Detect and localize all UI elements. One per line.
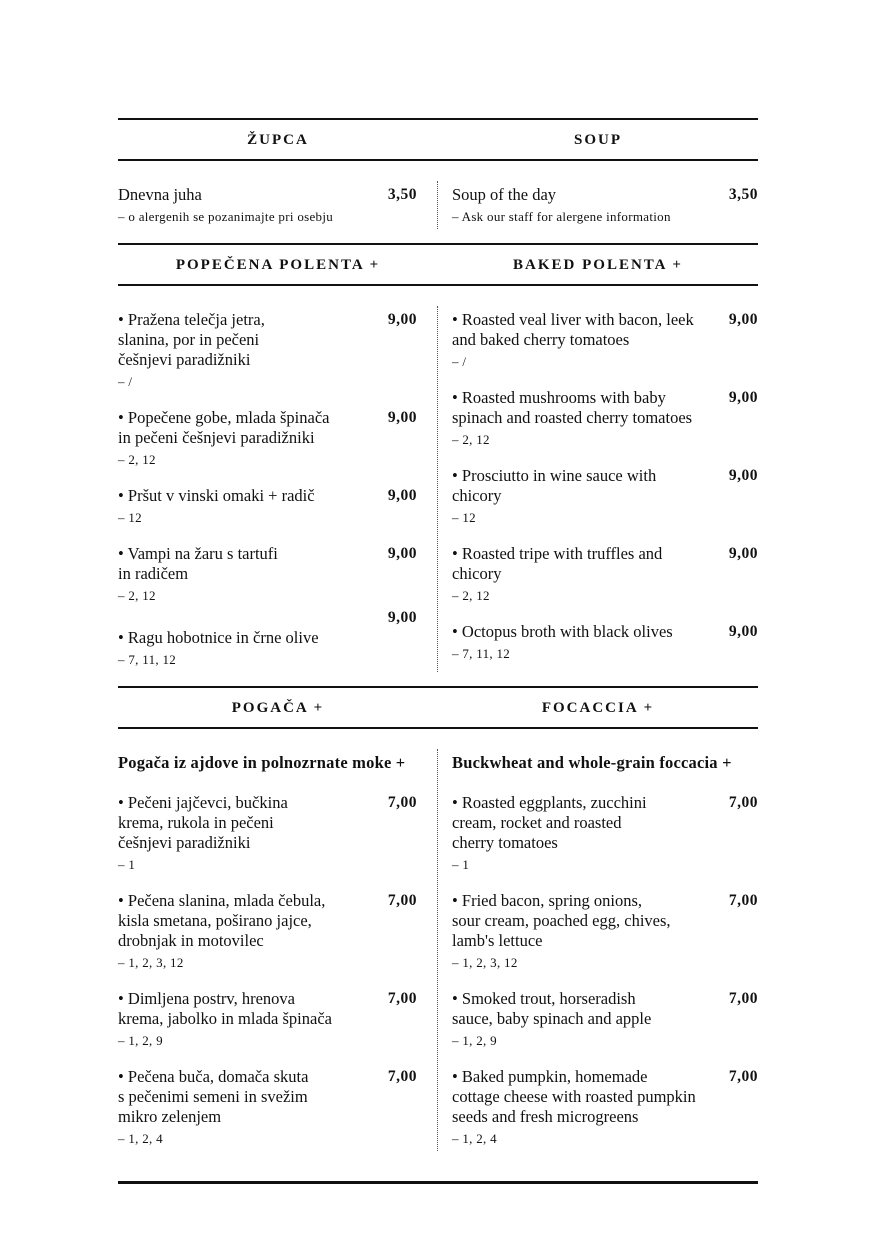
- item-name: [452, 544, 758, 584]
- item-name-line: Dnevna juha: [118, 185, 202, 204]
- item-name: [118, 1067, 417, 1127]
- menu-item: [452, 388, 758, 448]
- item-name-line: kisla smetana, poširano jajce,: [118, 911, 312, 930]
- item-row: [452, 891, 758, 951]
- allergen-note: – 2, 12: [118, 588, 156, 603]
- item-name: [118, 628, 417, 648]
- item-row: [452, 989, 758, 1029]
- menu-sections-container: [118, 118, 758, 1165]
- allergen-note: – o alergenih se pozanimajte pri osebju: [118, 209, 334, 224]
- item-price: 9,00: [387, 487, 417, 504]
- allergen-note: – 1, 2, 3, 12: [118, 955, 184, 970]
- menu-item: [452, 989, 758, 1049]
- column-slovenian: [118, 286, 437, 686]
- item-price: 9,00: [728, 311, 758, 328]
- menu-item: [118, 793, 417, 873]
- section-title-en: FOCACCIA +: [541, 700, 655, 716]
- menu-section-soup: [118, 118, 758, 243]
- item-name: [452, 622, 758, 642]
- item-name-line: češnjevi paradižniki: [118, 833, 251, 852]
- allergen-note: – 2, 12: [452, 588, 490, 603]
- item-name-line: • Pečena buča, domača skuta: [118, 1067, 309, 1086]
- item-name-line: krema, rukola in pečeni: [118, 813, 274, 832]
- item-price: 9,00: [728, 545, 758, 562]
- item-price: 7,00: [728, 794, 758, 811]
- item-name-line: krema, jabolko in mlada špinača: [118, 1009, 332, 1028]
- bottom-rule: [118, 1181, 758, 1184]
- item-name-line: • Dimljena postrv, hrenova: [118, 989, 295, 1008]
- allergen-note: – 7, 11, 12: [118, 652, 177, 667]
- item-name-line: • Baked pumpkin, homemade: [452, 1067, 648, 1086]
- item-name: [118, 793, 417, 853]
- item-name-line: sauce, baby spinach and apple: [452, 1009, 652, 1028]
- allergen-note: – 12: [118, 510, 142, 525]
- column-subheading: Buckwheat and whole-grain foccacia +: [452, 753, 732, 772]
- item-name: [452, 989, 758, 1029]
- item-name-line: • Pršut v vinski omaki + radič: [118, 486, 315, 505]
- item-row: [452, 388, 758, 428]
- menu-item: [118, 185, 417, 225]
- allergen-note: – 7, 11, 12: [452, 646, 511, 661]
- section-header: [118, 243, 758, 286]
- section-header: [118, 686, 758, 729]
- item-name-line: sour cream, poached egg, chives,: [452, 911, 671, 930]
- item-price: 3,50: [728, 186, 758, 203]
- item-name-line: chicory: [452, 564, 502, 583]
- item-name-line: • Popečene gobe, mlada špinača: [118, 408, 330, 427]
- item-price: 9,00: [387, 545, 417, 562]
- item-name-line: • Pražena telečja jetra,: [118, 310, 265, 329]
- allergen-note: – 1, 2, 3, 12: [452, 955, 518, 970]
- item-price: 9,00: [387, 609, 417, 626]
- item-row: [452, 622, 758, 642]
- item-price: 9,00: [728, 623, 758, 640]
- item-name-line: • Pečeni jajčevci, bučkina: [118, 793, 288, 812]
- item-price: 7,00: [387, 892, 417, 909]
- section-title-en: BAKED POLENTA +: [513, 257, 683, 273]
- item-row: [452, 466, 758, 506]
- item-name-line: drobnjak in motovilec: [118, 931, 264, 950]
- section-title-sl: POPEČENA POLENTA +: [175, 257, 381, 273]
- item-row: [118, 628, 417, 648]
- menu-section-polenta: [118, 243, 758, 686]
- standalone-price-row: [118, 608, 417, 628]
- menu-item: [452, 793, 758, 873]
- item-row: [452, 310, 758, 350]
- section-title-sl: ŽUPCA: [247, 132, 309, 148]
- item-row: [118, 408, 417, 448]
- item-price: 7,00: [387, 1068, 417, 1085]
- item-row: [118, 891, 417, 951]
- item-name: [118, 310, 417, 370]
- item-row: [118, 486, 417, 506]
- allergen-note: – 1, 2, 4: [118, 1131, 163, 1146]
- item-row: [118, 544, 417, 584]
- column-slovenian: [118, 729, 437, 1165]
- item-price: 9,00: [728, 467, 758, 484]
- item-name-line: • Ragu hobotnice in črne olive: [118, 628, 319, 647]
- item-price: 9,00: [387, 409, 417, 426]
- item-name-line: cherry tomatoes: [452, 833, 558, 852]
- item-name-line: • Vampi na žaru s tartufi: [118, 544, 278, 563]
- item-name: [452, 466, 758, 506]
- allergen-note: – Ask our staff for alergene information: [452, 209, 671, 224]
- item-name-line: lamb's lettuce: [452, 931, 543, 950]
- menu-item: [452, 185, 758, 225]
- allergen-note: – 1: [118, 857, 136, 872]
- menu-item: [118, 310, 417, 390]
- item-price: 9,00: [387, 311, 417, 328]
- item-name-line: • Roasted eggplants, zucchini: [452, 793, 647, 812]
- menu-item: [118, 989, 417, 1049]
- item-name: [452, 310, 758, 350]
- allergen-note: – /: [452, 354, 467, 369]
- item-name-line: • Octopus broth with black olives: [452, 622, 673, 641]
- item-row: [118, 185, 417, 205]
- item-name-line: spinach and roasted cherry tomatoes: [452, 408, 693, 427]
- column-subheading: Pogača iz ajdove in polnozrnate moke +: [118, 753, 406, 772]
- item-name-line: mikro zelenjem: [118, 1107, 222, 1126]
- column-english: [438, 286, 758, 686]
- item-name: [118, 544, 417, 584]
- item-name-line: • Roasted tripe with truffles and: [452, 544, 663, 563]
- item-row: [452, 544, 758, 584]
- item-name-line: • Smoked trout, horseradish: [452, 989, 636, 1008]
- item-name: [452, 793, 758, 853]
- item-name-line: češnjevi paradižniki: [118, 350, 251, 369]
- item-name: [118, 989, 417, 1029]
- column-slovenian: [118, 161, 437, 243]
- item-row: [118, 793, 417, 853]
- item-name: [118, 185, 417, 205]
- item-name-line: in radičem: [118, 564, 189, 583]
- menu-item: [118, 891, 417, 971]
- allergen-note: – 2, 12: [118, 452, 156, 467]
- item-name: [452, 891, 758, 951]
- section-body: [118, 729, 758, 1165]
- column-english: [438, 729, 758, 1165]
- item-row: [452, 185, 758, 205]
- item-name: [452, 185, 758, 205]
- item-name-line: chicory: [452, 486, 502, 505]
- allergen-note: – 2, 12: [452, 432, 490, 447]
- item-row: [452, 1067, 758, 1127]
- section-body: [118, 286, 758, 686]
- item-name-line: slanina, por in pečeni: [118, 330, 260, 349]
- item-name-line: • Pečena slanina, mlada čebula,: [118, 891, 326, 910]
- item-row: [118, 310, 417, 370]
- item-name-line: • Fried bacon, spring onions,: [452, 891, 643, 910]
- menu-item: [452, 622, 758, 662]
- item-name: [118, 486, 417, 506]
- menu-item: [452, 466, 758, 526]
- item-price: 3,50: [387, 186, 417, 203]
- allergen-note: – 1, 2, 9: [118, 1033, 163, 1048]
- item-price: 7,00: [728, 1068, 758, 1085]
- allergen-note: – 12: [452, 510, 476, 525]
- menu-item: [452, 544, 758, 604]
- allergen-note: – 1, 2, 9: [452, 1033, 497, 1048]
- item-name-line: cream, rocket and roasted: [452, 813, 622, 832]
- item-name: [118, 408, 417, 448]
- section-header: [118, 118, 758, 161]
- menu-item: [118, 1067, 417, 1147]
- menu-item: [452, 1067, 758, 1147]
- section-body: [118, 161, 758, 243]
- item-price: 9,00: [728, 389, 758, 406]
- item-price: 7,00: [387, 794, 417, 811]
- section-title-en: SOUP: [573, 132, 622, 148]
- allergen-note: – 1, 2, 4: [452, 1131, 497, 1146]
- item-row: [118, 989, 417, 1029]
- menu-item: [118, 408, 417, 468]
- item-name-line: seeds and fresh microgreens: [452, 1107, 639, 1126]
- item-price: 7,00: [728, 892, 758, 909]
- item-name-line: and baked cherry tomatoes: [452, 330, 630, 349]
- item-row: [118, 1067, 417, 1127]
- menu-page: [118, 118, 758, 1184]
- item-name-line: s pečenimi semeni in svežim: [118, 1087, 308, 1106]
- item-name-line: • Roasted veal liver with bacon, leek: [452, 310, 694, 329]
- item-name-line: Soup of the day: [452, 185, 557, 204]
- item-name: [452, 1067, 758, 1127]
- item-name-line: • Roasted mushrooms with baby: [452, 388, 666, 407]
- menu-item: [118, 608, 417, 668]
- menu-section-focaccia: [118, 686, 758, 1165]
- item-price: 7,00: [728, 990, 758, 1007]
- item-name: [118, 891, 417, 951]
- allergen-note: – 1: [452, 857, 470, 872]
- allergen-note: – /: [118, 374, 133, 389]
- item-name-line: cottage cheese with roasted pumpkin: [452, 1087, 696, 1106]
- menu-item: [452, 891, 758, 971]
- item-row: [452, 793, 758, 853]
- item-name-line: • Prosciutto in wine sauce with: [452, 466, 657, 485]
- item-name-line: in pečeni češnjevi paradižniki: [118, 428, 315, 447]
- menu-item: [452, 310, 758, 370]
- menu-item: [118, 544, 417, 604]
- menu-item: [118, 486, 417, 526]
- section-title-sl: POGAČA +: [231, 700, 325, 716]
- column-english: [438, 161, 758, 243]
- item-price: 7,00: [387, 990, 417, 1007]
- item-name: [452, 388, 758, 428]
